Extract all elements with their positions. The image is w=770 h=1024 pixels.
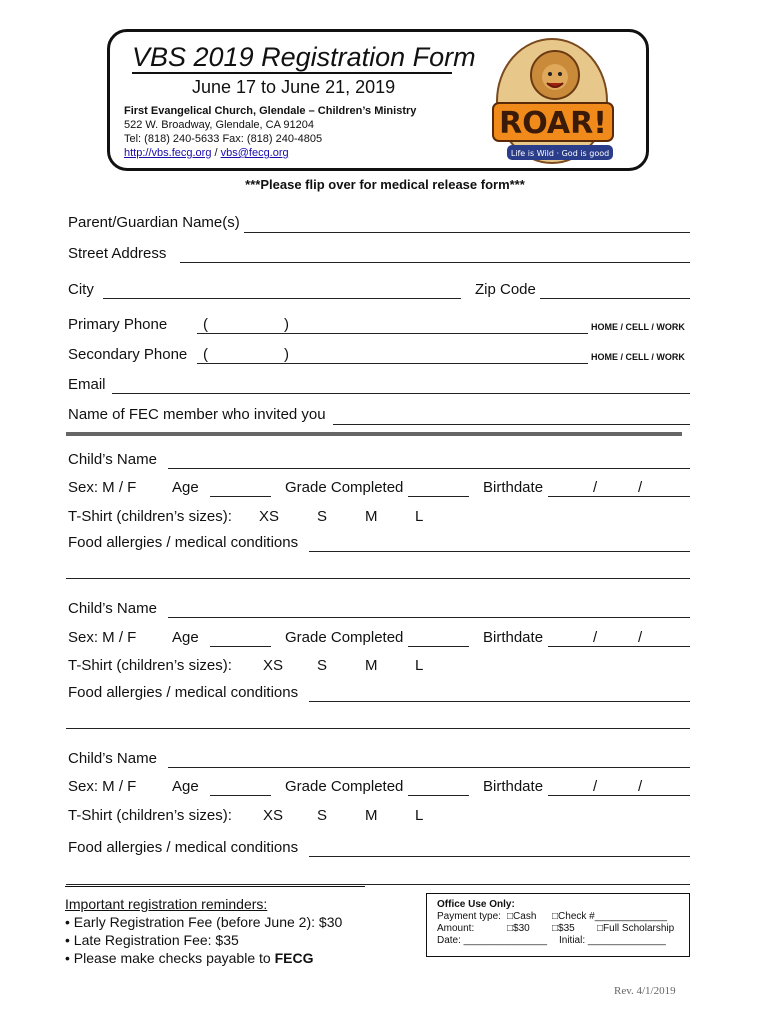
child1-name-label: Child’s Name <box>68 451 157 468</box>
child2-size-s[interactable]: S <box>317 657 328 674</box>
title-underline <box>132 72 452 74</box>
office-initial[interactable]: Initial: ______________ <box>559 935 666 946</box>
child1-sex[interactable]: Sex: M / F <box>68 479 137 496</box>
child1-tshirt-label: T-Shirt (children’s sizes): <box>68 508 232 525</box>
zip-label: Zip Code <box>475 281 536 298</box>
reminder-late-fee: • Late Registration Fee: $35 <box>65 932 239 948</box>
roar-logo <box>485 33 620 168</box>
child3-age-field[interactable] <box>210 795 271 796</box>
child1-food-label: Food allergies / medical conditions <box>68 534 299 551</box>
office-date[interactable]: Date: _______________ <box>437 935 548 946</box>
child2-bd-slash2: / <box>638 629 643 646</box>
child3-size-s[interactable]: S <box>317 807 328 824</box>
child2-bd-slash1: / <box>593 629 598 646</box>
child1-size-m[interactable]: M <box>365 508 378 525</box>
child2-name-label: Child’s Name <box>68 600 157 617</box>
church-links <box>124 146 289 160</box>
child2-birthdate-label: Birthdate <box>483 629 544 646</box>
church-name: First Evangelical Church, Glendale – Children’s Ministry <box>124 105 417 117</box>
child3-bd-slash1: / <box>593 778 598 795</box>
child2-age-label: Age <box>172 629 199 646</box>
child1-name-field[interactable] <box>168 468 690 469</box>
scholarship-checkbox[interactable]: □Full Scholarship <box>597 923 675 934</box>
primary-phone-field[interactable] <box>197 333 588 334</box>
child2-food-field[interactable] <box>309 701 690 702</box>
svg-text:Life is Wild · God is good: Life is Wild · God is good <box>510 149 610 158</box>
event-dates: June 17 to June 21, 2019 <box>192 77 396 97</box>
primary-phone-label: Primary Phone <box>68 316 168 333</box>
flip-notice: ***Please flip over for medical release form*** <box>245 177 525 192</box>
member-field[interactable] <box>333 424 690 425</box>
office-title: Office Use Only: <box>437 899 515 910</box>
child3-food-field-2[interactable] <box>66 884 690 885</box>
secondary-area-open: ( <box>203 346 208 363</box>
cash-checkbox[interactable]: □Cash <box>507 911 537 922</box>
zip-field[interactable] <box>540 298 690 299</box>
child3-size-m[interactable]: M <box>365 807 378 824</box>
child2-size-xs[interactable]: XS <box>263 657 284 674</box>
city-field[interactable] <box>103 298 461 299</box>
website-link[interactable]: http://vbs.fecg.org <box>124 147 212 159</box>
child3-tshirt-label: T-Shirt (children’s sizes): <box>68 807 232 824</box>
church-phone: Tel: (818) 240-5633 Fax: (818) 240-4805 <box>124 133 323 145</box>
child1-size-s[interactable]: S <box>317 508 328 525</box>
church-address: 522 W. Broadway, Glendale, CA 91204 <box>124 119 314 131</box>
child3-bd-slash2: / <box>638 778 643 795</box>
child3-food-field[interactable] <box>309 856 690 857</box>
section-divider <box>66 432 682 436</box>
child1-food-field[interactable] <box>309 551 690 552</box>
child2-name-field[interactable] <box>168 617 690 618</box>
child3-size-l[interactable]: L <box>415 807 424 824</box>
child1-age-label: Age <box>172 479 199 496</box>
payee-name: FECG <box>274 950 314 966</box>
child3-birthdate-label: Birthdate <box>483 778 544 795</box>
primary-area-open: ( <box>203 316 208 333</box>
child3-sex[interactable]: Sex: M / F <box>68 778 137 795</box>
child2-size-l[interactable]: L <box>415 657 424 674</box>
child3-age-label: Age <box>172 778 199 795</box>
child3-birthdate-field[interactable] <box>548 795 690 796</box>
member-label: Name of FEC member who invited you <box>68 406 326 423</box>
child1-size-l[interactable]: L <box>415 508 424 525</box>
amount-35-checkbox[interactable]: □$35 <box>552 923 575 934</box>
child2-grade-label: Grade Completed <box>285 629 404 646</box>
child2-food-field-2[interactable] <box>66 728 690 729</box>
child2-size-m[interactable]: M <box>365 657 378 674</box>
revision-date: Rev. 4/1/2019 <box>614 985 676 997</box>
child3-grade-field[interactable] <box>408 795 469 796</box>
child1-bd-slash1: / <box>593 479 598 496</box>
secondary-phone-field[interactable] <box>197 363 588 364</box>
primary-phone-type[interactable]: HOME / CELL / WORK <box>591 322 685 332</box>
secondary-area-close: ) <box>284 346 289 363</box>
email-link[interactable]: vbs@fecg.org <box>220 147 289 159</box>
child1-size-xs[interactable]: XS <box>259 508 280 525</box>
guardian-label: Parent/Guardian Name(s) <box>68 214 240 231</box>
reminder-checks <box>65 949 365 967</box>
office-use-box <box>426 893 690 957</box>
child1-birthdate-label: Birthdate <box>483 479 544 496</box>
child2-birthdate-field[interactable] <box>548 646 690 647</box>
city-label: City <box>68 281 94 298</box>
primary-area-close: ) <box>284 316 289 333</box>
street-label: Street Address <box>68 245 167 262</box>
child1-bd-slash2: / <box>638 479 643 496</box>
child3-food-label: Food allergies / medical conditions <box>68 839 299 856</box>
amount-label: Amount: <box>437 923 475 934</box>
secondary-phone-type[interactable]: HOME / CELL / WORK <box>591 352 685 362</box>
street-field[interactable] <box>180 262 690 263</box>
check-checkbox[interactable]: □Check #_____________ <box>552 911 668 922</box>
child3-size-xs[interactable]: XS <box>263 807 284 824</box>
child1-food-field-2[interactable] <box>66 578 690 579</box>
guardian-field[interactable] <box>244 232 690 233</box>
email-field[interactable] <box>112 393 690 394</box>
reminders-box <box>65 886 365 967</box>
reminders-title: Important registration reminders: <box>65 896 268 912</box>
email-label: Email <box>68 376 106 393</box>
child3-name-label: Child’s Name <box>68 750 157 767</box>
svg-text:ROAR!: ROAR! <box>499 106 607 141</box>
child1-grade-field[interactable] <box>408 496 469 497</box>
child3-name-field[interactable] <box>168 767 690 768</box>
child2-sex[interactable]: Sex: M / F <box>68 629 137 646</box>
child2-age-field[interactable] <box>210 646 271 647</box>
reminder-early-fee: • Early Registration Fee (before June 2): $30 <box>65 914 343 930</box>
child1-age-field[interactable] <box>210 496 271 497</box>
payment-type-label: Payment type: <box>437 911 501 922</box>
amount-30-checkbox[interactable]: □$30 <box>507 923 530 934</box>
child2-food-label: Food allergies / medical conditions <box>68 684 299 701</box>
child2-grade-field[interactable] <box>408 646 469 647</box>
secondary-phone-label: Secondary Phone <box>68 346 188 363</box>
link-separator: / <box>211 147 221 159</box>
child1-birthdate-field[interactable] <box>548 496 690 497</box>
reminder-checks-text: • Please make checks payable to <box>65 950 275 966</box>
child3-grade-label: Grade Completed <box>285 778 404 795</box>
child1-grade-label: Grade Completed <box>285 479 404 496</box>
form-title: VBS 2019 Registration Form <box>132 42 476 72</box>
child2-tshirt-label: T-Shirt (children’s sizes): <box>68 657 232 674</box>
